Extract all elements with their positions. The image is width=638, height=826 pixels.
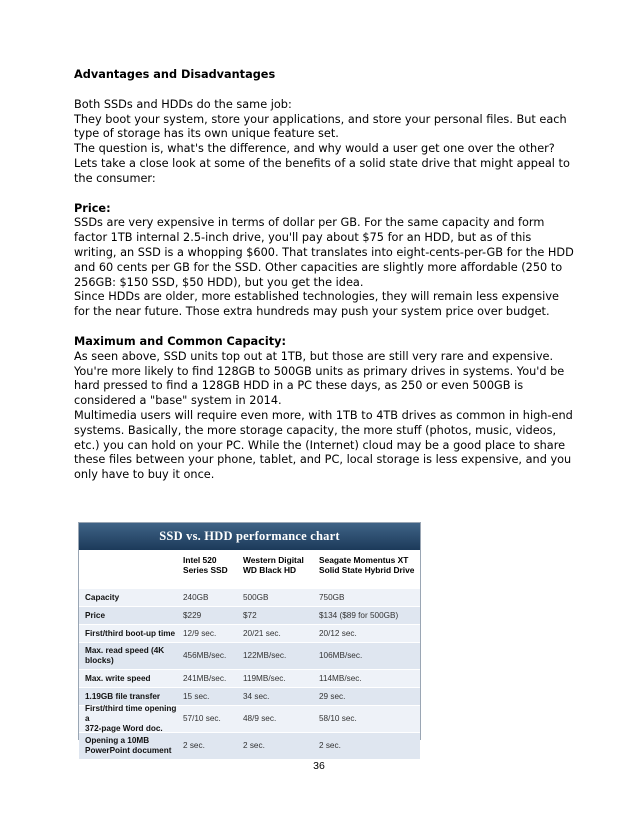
table-cell: 57/10 sec. xyxy=(183,714,221,723)
intro-paragraph-1: Both SSDs and HDDs do the same job: They boot your system, store your applications, and store your personal files. But each type of storage has its own unique feature set. xyxy=(74,97,567,141)
capacity-paragraph-3: Multimedia users will require even more, with 1TB to 4TB drives as common in high-end systems. Basically, the more storage capacity, the more stuff (photos, music, videos, etc.) you can hold on your PC. While the (Internet) cloud may be a good place to share these files between your phone, tablet, and PC, local storage is less expensive, and you only have to buy it once. xyxy=(74,408,573,482)
table-cell: 750GB xyxy=(319,593,345,602)
table-cell: 119MB/sec. xyxy=(243,674,286,683)
table-row xyxy=(79,588,420,606)
page-number: 36 xyxy=(313,760,325,772)
price-heading: Price: xyxy=(74,201,111,215)
performance-chart-table xyxy=(78,522,421,755)
table-cell: 240GB xyxy=(183,593,209,602)
table-cell: 20/21 sec. xyxy=(243,629,281,638)
row-label: First/third boot-up time xyxy=(85,629,176,638)
table-row xyxy=(79,669,420,687)
table-cell: 106MB/sec. xyxy=(319,651,363,660)
table-cell: $134 ($89 for 500GB) xyxy=(319,611,399,620)
intro-paragraph-3: Lets take a close look at some of the benefits of a solid state drive that might appeal to the consumer: xyxy=(74,156,570,185)
row-label: Capacity xyxy=(85,593,120,602)
header-cell: Western Digital WD Black HD xyxy=(243,555,304,575)
table-cell: 122MB/sec. xyxy=(243,651,287,660)
row-label: First/third time opening a 372-page Word doc. xyxy=(85,704,177,733)
capacity-paragraph-2: You're more likely to find 128GB to 500GB units as primary drives in systems. You'd be hard pressed to find a 128GB HDD in a PC these days, as 250 or even 500GB is considered a "base" system in 2014. xyxy=(74,364,565,408)
table-cell: 48/9 sec. xyxy=(243,714,277,723)
chart-title: SSD vs. HDD performance chart xyxy=(79,523,420,550)
table-cell: 456MB/sec. xyxy=(183,651,227,660)
table-row xyxy=(79,732,420,759)
table-cell: 12/9 sec. xyxy=(183,629,217,638)
table-cell: 58/10 sec. xyxy=(319,714,357,723)
table-row xyxy=(79,606,420,624)
capacity-heading: Maximum and Common Capacity: xyxy=(74,334,287,348)
header-cell: Intel 520 Series SSD xyxy=(183,555,228,575)
capacity-paragraph-1: As seen above, SSD units top out at 1TB, but those are still very rare and expensive. xyxy=(74,349,554,363)
table-row xyxy=(79,705,420,732)
intro-paragraph-2: The question is, what's the difference, and why would a user get one over the other? xyxy=(74,142,555,156)
table-row xyxy=(79,687,420,705)
row-label: Price xyxy=(85,611,106,620)
table-cell: 2 sec. xyxy=(243,741,265,750)
table-cell: $229 xyxy=(183,611,202,620)
row-label: Max. read speed (4K blocks) xyxy=(85,646,165,665)
row-label: Max. write speed xyxy=(85,674,151,683)
table-cell: 20/12 sec. xyxy=(319,629,357,638)
table-row xyxy=(79,624,420,642)
table-cell: 15 sec. xyxy=(183,692,210,701)
table-cell: 29 sec. xyxy=(319,692,346,701)
header-cell: Seagate Momentus XT Solid State Hybrid Drive xyxy=(319,555,415,575)
table-row xyxy=(79,642,420,669)
chart-header-row xyxy=(79,550,420,588)
row-label: Opening a 10MB PowerPoint document xyxy=(85,736,172,755)
price-paragraph-2: Since HDDs are older, more established technologies, they will remain less expensive for the near future. Those extra hundreds may push your system price over budget. xyxy=(74,290,559,319)
table-cell: 241MB/sec. xyxy=(183,674,227,683)
header-cell xyxy=(79,550,177,588)
row-label: 1.19GB file transfer xyxy=(85,692,161,701)
table-cell: $72 xyxy=(243,611,257,620)
table-cell: 500GB xyxy=(243,593,269,602)
table-cell: 114MB/sec. xyxy=(319,674,362,683)
table-cell: 2 sec. xyxy=(319,741,341,750)
table-cell: 34 sec. xyxy=(243,692,270,701)
table-cell: 2 sec. xyxy=(183,741,205,750)
page-body xyxy=(74,68,574,483)
price-paragraph-1: SSDs are very expensive in terms of dollar per GB. For the same capacity and form factor 1TB internal 2.5-inch drive, you'll pay about $75 for an HDD, but as of this writing, an SSD is a whopping $600. That translates into eight-cents-per-GB for the HDD and 60 cents per GB for the SSD. Other capacities are slightly more affordable (250 to 256GB: $150 SSD, $50 HDD), but you get the idea. xyxy=(74,216,574,289)
section-title: Advantages and Disadvantages xyxy=(74,68,276,81)
